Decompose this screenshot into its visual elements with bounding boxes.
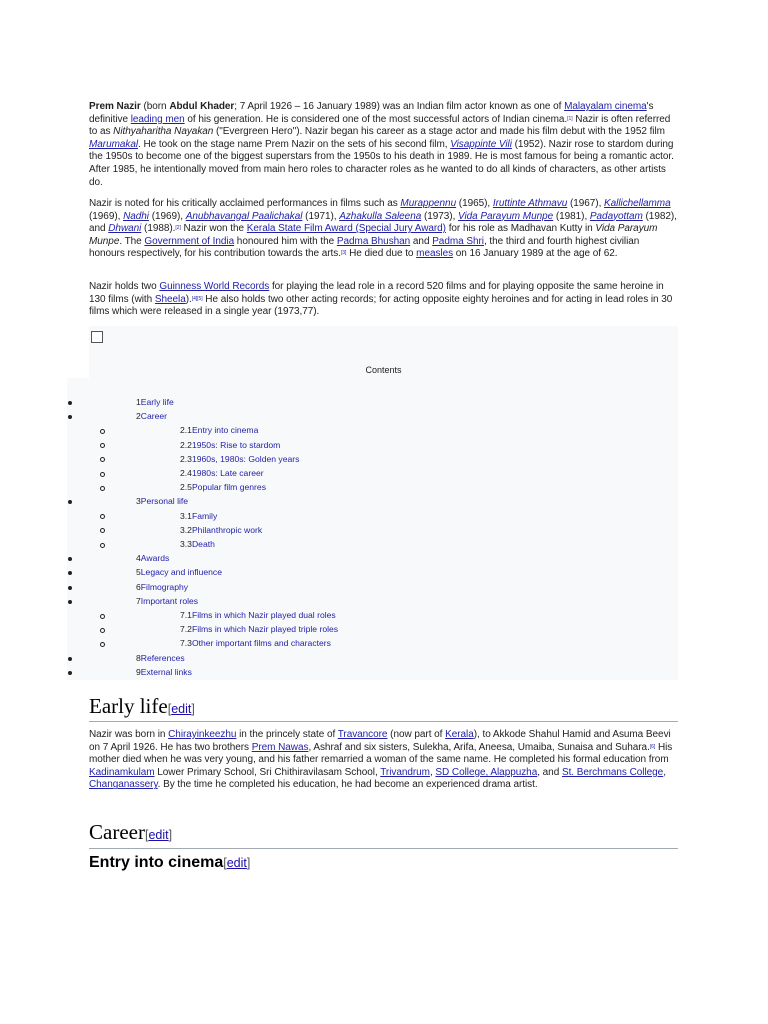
film-title: Visappinte Vili [450,138,512,150]
film-title: Murappennu [400,198,457,209]
text: . He took on the stage name Prem Nazir on the sets of his second film, [138,138,451,150]
toc-number: 2.2 [180,439,192,450]
heading-early-life [89,694,195,719]
toc-bullet [68,600,72,604]
toc-label: Important roles [140,595,199,606]
toc-item[interactable] [136,496,188,506]
toc-number: 7 [136,595,141,606]
toc-number: 7.3 [180,638,192,649]
link-prem-nawas[interactable]: Prem Nawas [251,741,309,753]
toc-label: Films in which Nazir played triple roles [191,624,339,635]
toc-list-background [67,378,678,680]
toc-sub-bullet [100,429,105,434]
toc-item[interactable] [136,582,188,592]
bracket: [ [167,702,172,716]
link-film[interactable] [123,211,149,222]
text: ; 7 April 1926 – 16 January 1989) was an Indian film actor known as one of [234,101,565,112]
text: (1971), [302,210,340,222]
text: , [429,766,436,778]
toc-label: Legacy and influence [140,567,223,578]
text: He also holds two other acting records; for acting opposite eighty heroines and for acting in lead roles in 30 films which were released in a single year (1973,77). [89,293,673,318]
toc-item[interactable] [180,440,280,450]
toc-number: 2.1 [180,425,192,436]
toc-item[interactable] [136,596,198,606]
toc-item[interactable] [180,454,299,464]
heading-rule [89,848,678,849]
link-film[interactable] [339,211,421,222]
toc-label: Career [140,411,168,422]
text: He died due to [346,248,417,260]
heading-career [89,820,172,845]
toc-item[interactable] [180,511,217,521]
heading-entry-into-cinema [89,854,250,872]
text: (now part of [387,729,446,740]
toc-item[interactable] [180,638,331,648]
toc-label: Filmography [140,581,189,592]
text: ). [185,293,192,305]
toc-label: References [140,652,185,663]
toc-label: Films in which Nazir played dual roles [191,610,336,620]
toc-item[interactable] [180,539,215,549]
toc-item[interactable] [180,425,258,435]
link-sd-college[interactable]: SD College, Alappuzha [435,766,538,778]
toc-label: Family [191,510,218,521]
toc-title: Contents [365,365,402,375]
edit-link-career[interactable]: edit [148,828,169,842]
link-film[interactable] [400,198,456,209]
toc-number: 2 [136,411,141,422]
toc-item[interactable] [136,411,167,421]
toc-number: 7.2 [180,624,192,635]
link-malayalam-cinema[interactable]: Malayalam cinema [564,101,647,112]
text: , the third and fourth highest civilian honours respectively, for his contribution towards the arts. [89,235,640,260]
film-title: Nadhi [123,210,149,222]
link-sheela[interactable]: Sheela [154,293,186,305]
bracket: ] [168,828,173,842]
records-paragraph [89,281,677,319]
citation-2[interactable]: [2] [175,225,181,232]
toc-label: Entry into cinema [191,425,259,436]
link-st-berchmans[interactable]: St. Berchmans College [561,766,664,778]
text: (1969), [89,210,124,222]
text: of his generation. He is considered one of the most successful actors of Indian cinema. [184,113,568,125]
edit-link-entry-into-cinema[interactable]: edit [226,856,247,870]
toc-sub-bullet [100,543,105,548]
text: Lower Primary School, Sri Chithiravilasam School, [154,766,381,778]
link-government-of-india[interactable]: Government of India [144,235,235,247]
link-film[interactable] [590,211,643,222]
toc-label: Personal life [140,496,189,507]
text: 's definitive [89,101,654,125]
heading-text: Entry into cinema [89,854,224,871]
link-changanassery[interactable]: Changanassery [89,779,158,791]
text: , and [537,766,562,778]
toc-label: 1960s, 1980s: Golden years [191,453,300,464]
link-guinness[interactable]: Guinness World Records [159,281,270,292]
text: honoured him with the [234,235,337,247]
birth-name: Abdul Khader [169,101,235,112]
toc-number: 6 [136,581,141,592]
film-title: Vida Parayum Munpe [458,210,554,222]
toc-item[interactable] [180,482,266,492]
intro-paragraph [89,101,677,189]
toc-label: Awards [140,553,170,564]
text: (1982), and [89,210,677,235]
edit-link-early-life[interactable]: edit [171,702,192,716]
toc-item[interactable] [180,624,338,634]
toc-number: 4 [136,553,141,564]
subject-name: Prem Nazir [89,101,141,112]
text: His mother died when he was very young, and his father remarried a woman of the same name. He completed his formal education from [89,741,673,766]
heading-rule [89,721,678,722]
toc-item[interactable] [136,553,169,563]
toc-sub-bullet [100,628,105,633]
film-title: Azhakulla Saleena [339,210,422,222]
text: (born [140,101,170,112]
toc-sub-bullet [100,472,105,477]
citation-6[interactable]: [6] [649,743,656,750]
bracket: ] [191,702,195,716]
toc-bullet [68,671,72,675]
toc-bullet [68,401,72,405]
text: for his role as Madhavan Kutty in [445,223,596,235]
text: Nazir holds two [89,281,160,292]
text: Nazir was born in [89,729,169,740]
text: Nazir is noted for his critically acclaimed performances in films such as [89,198,401,209]
link-film[interactable] [108,223,141,234]
toc-label: Other important films and characters [191,638,331,649]
citation-3[interactable]: [3] [340,250,347,257]
bracket: [ [144,828,149,842]
text: (1967), [567,198,605,209]
citation-4-5[interactable]: [4][5] [191,295,203,302]
text: for playing the lead role in a record 520 films and for playing opposite the same heroine in 130 films (with [89,281,664,305]
film-title: Marumakal [89,138,139,150]
text: , Ashraf and six sisters, Sulekha, Arifa, Aneesa, Umaiba, Sunaisa and Suhara. [308,741,650,753]
link-leading-men[interactable]: leading men [130,113,185,125]
performances-paragraph [89,198,677,261]
film-title: Iruttinte Athmavu [492,198,568,209]
film-title: Kallichellamma [604,198,671,209]
link-film[interactable] [493,198,567,209]
link-trivandrum[interactable]: Trivandrum [380,766,430,778]
toc-label: 1980s: Late career [191,468,264,478]
link-kerala-award[interactable]: Kerala State Film Award (Special Jury Award) [246,223,446,235]
heading-text: Career [89,820,145,844]
toc-item[interactable] [136,667,192,677]
toc-number: 7.1 [180,610,192,620]
link-chirayinkeezhu[interactable]: Chirayinkeezhu [168,729,237,740]
toc-label: Popular film genres [191,482,266,493]
text: ("Evergreen Hero"). Nazir began his career as a stage actor and made his film debut with the 1952 film [213,126,665,138]
toc-number: 3.1 [180,510,192,521]
toc-bullet [68,586,72,590]
link-padma-shri[interactable]: Padma Shri [432,235,484,247]
text: (1981), [553,210,590,222]
text: on 16 January 1989 at the age of 62. [453,248,618,260]
text: (1969), [148,210,186,222]
toc-number: 3.2 [180,524,192,535]
link-measles[interactable]: measles [416,248,454,260]
text: Nazir won the [180,223,247,235]
toc-sub-bullet [100,486,105,491]
nickname: Nithyaharitha Nayakan [113,126,214,138]
text: , [663,766,666,778]
toc-sub-bullet [100,614,105,619]
link-marumakal[interactable] [89,139,138,150]
toc-label: 1950s: Rise to stardom [191,439,281,450]
toc-item[interactable] [180,468,264,478]
toc-item[interactable] [180,610,336,620]
text: . The [119,235,145,247]
text: Nazir is often referred to as [89,113,671,138]
toc-number: 2.5 [180,482,192,493]
early-life-paragraph [89,729,677,792]
film-title: Dhwani [108,223,142,235]
toc-number: 2.3 [180,453,192,464]
film-title: Padayottam [589,210,643,222]
text: (1965), [456,198,493,209]
film-title: Vida Parayum Munpe [89,223,658,247]
text: and [410,235,433,247]
text: (1973), [421,210,459,222]
link-film[interactable] [604,198,671,209]
citation-1[interactable]: [1] [567,115,573,122]
toc-item[interactable] [136,567,222,577]
toc-sub-bullet [100,642,105,647]
toc-label: External links [140,666,192,677]
text: (1952). Nazir rose to stardom during the 1950s to become one of the biggest superstars from the 1950s to his death in 1989. He is most famous for being a romantic actor. After 1985, he intentionally moved from main hero roles to character roles as he wanted to do all kinds of characters, as other artists do. [89,138,674,188]
toc-number: 8 [136,652,141,663]
film-title: Anubhavangal Paalichakal [185,210,303,222]
heading-text: Early life [89,694,168,718]
text: in the princely state of [236,729,338,740]
toc-item[interactable] [136,397,174,407]
bracket: [ [223,856,227,870]
toc-item[interactable] [136,653,185,663]
toc-label: Early life [140,397,174,407]
link-travancore[interactable]: Travancore [337,729,388,740]
toc-number: 5 [136,567,141,578]
toc-number: 1 [136,397,141,407]
link-kerala[interactable]: Kerala [445,729,474,740]
link-kadinamkulam[interactable]: Kadinamkulam [89,766,155,778]
bracket: ] [246,856,251,870]
link-visappinte-vili[interactable] [450,139,512,150]
toc-toggle-checkbox[interactable] [91,331,103,343]
toc-label: Death [191,539,215,549]
toc-bullet [68,657,72,661]
link-film[interactable] [458,211,553,222]
text: . By the time he completed his education, he had become an experienced drama artist. [157,779,538,791]
toc-item[interactable] [180,525,262,535]
toc-number: 3.3 [180,539,192,549]
toc-number: 3 [136,496,141,507]
link-film[interactable] [186,211,303,222]
toc-number: 9 [136,666,141,677]
toc-label: Philanthropic work [191,524,263,535]
text: ), to Akkode Shahul Hamid and Asuma Beevi on 7 April 1926. He has two brothers [89,729,671,753]
link-padma-bhushan[interactable]: Padma Bhushan [336,235,411,247]
text: (1988). [141,223,176,235]
toc-number: 2.4 [180,468,192,478]
